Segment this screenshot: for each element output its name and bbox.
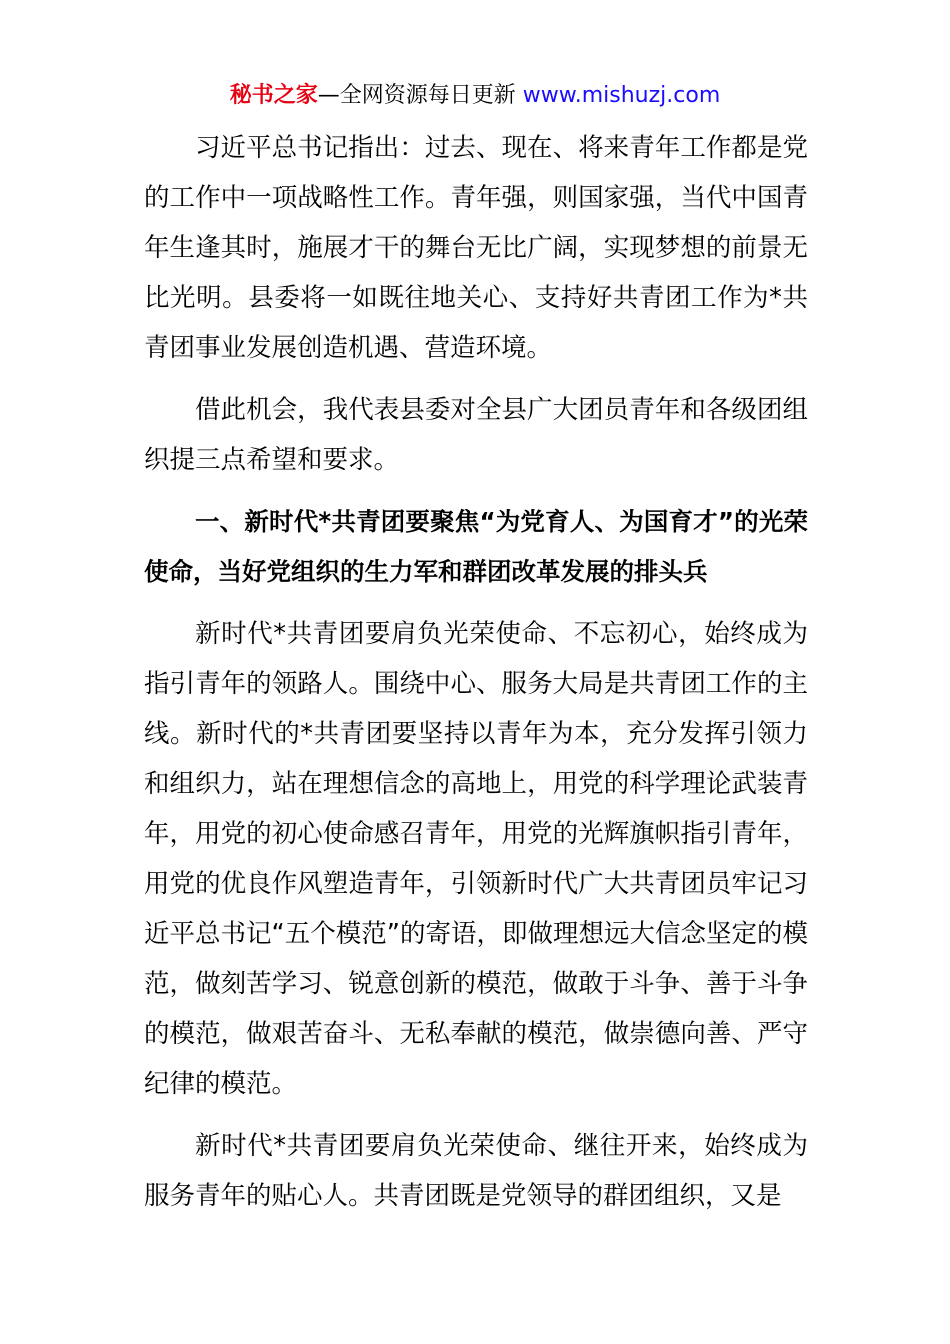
- paragraph-requests: 借此机会，我代表县委对全县广大团员青年和各级团组织提三点希望和要求。: [144, 395, 808, 475]
- brand-name: 秘书之家: [229, 83, 318, 108]
- header-tagline: —全网资源每日更新: [317, 83, 523, 108]
- paragraph-section1-b: 新时代*共青团要肩负光荣使命、继往开来，始终成为服务青年的贴心人。共青团既是党领导的群团组织，又是: [144, 1131, 808, 1211]
- paragraph-intro: 习近平总书记指出：过去、现在、将来青年工作都是党的工作中一项战略性工作。青年强，则国家强，当代中国青年生逢其时，施展才干的舞台无比广阔，实现梦想的前景无比光明。县委将一如既往地关心、支持好共青团工作为*共青团事业发展创造机遇、营造环境。: [144, 133, 808, 363]
- paragraph-section1-a: 新时代*共青团要肩负光荣使命、不忘初心，始终成为指引青年的领路人。围绕中心、服务大局是共青团工作的主线。新时代的*共青团要坚持以青年为本，充分发挥引领力和组织力，站在理想信念的高地上，用党的科学理论武装青年，用党的初心使命感召青年，用党的光辉旗帜指引青年，用党的优良作风塑造青年，引领新时代广大共青团员牢记习近平总书记“五个模范”的寄语，即做理想远大信念坚定的模范，做刻苦学习、锐意创新的模范，做敢于斗争、善于斗争的模范，做艰苦奋斗、无私奉献的模范，做崇德向善、严守纪律的模范。: [144, 619, 808, 1099]
- document-body: [144, 123, 808, 1221]
- section-heading-1: 一、新时代*共青团要聚焦“为党育人、为国育才”的光荣使命，当好党组织的生力军和群团改革发展的排头兵: [144, 507, 808, 586]
- site-url[interactable]: www.mishuzj.com: [522, 83, 721, 108]
- page-header: [0, 80, 950, 112]
